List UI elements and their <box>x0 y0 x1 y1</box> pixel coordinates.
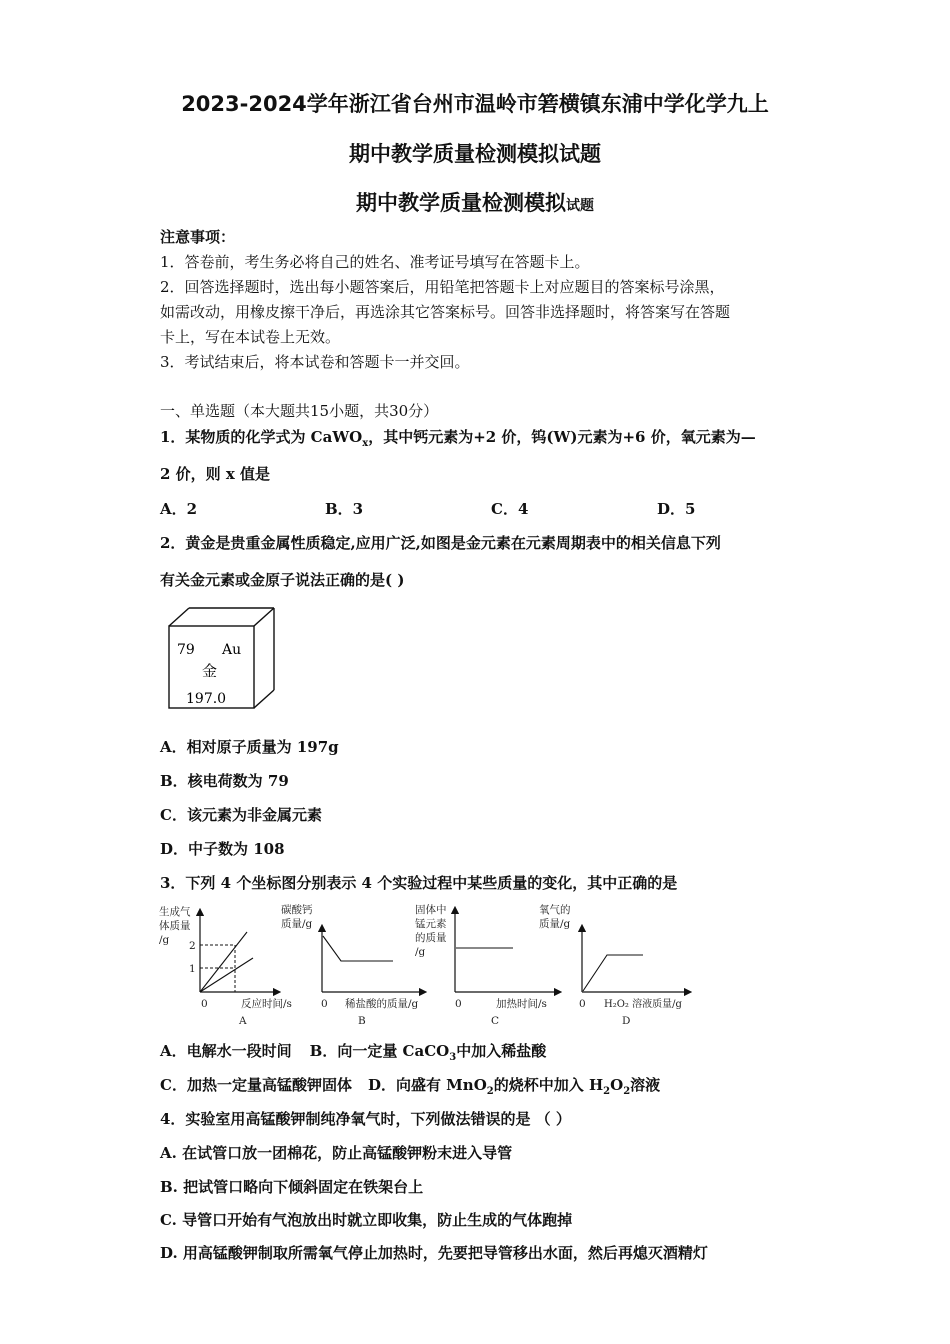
graph-a-ytick: 1 <box>189 963 196 975</box>
element-atomic-number: 79 <box>177 642 195 658</box>
graph-d-ylabel: 质量/g <box>539 918 571 930</box>
q4-option-c[interactable]: C. 导管口开始有气泡放出时就立即收集，防止生成的气体跑掉 <box>160 1211 573 1229</box>
q2-option-b[interactable]: B．核电荷数为 79 <box>160 772 289 790</box>
graph-c <box>415 903 558 1027</box>
q1-option-a[interactable]: A．2 <box>160 500 198 518</box>
graph-c-letter: C <box>491 1015 500 1027</box>
q3-option-c[interactable]: C．加热一定量高锰酸钾固体 <box>160 1076 352 1094</box>
notice-item: 2．回答选择题时，选出每小题答案后，用铅笔把答题卡上对应题目的答案标号涂黑， <box>160 278 725 296</box>
q3-stem: 3．下列 4 个坐标图分别表示 4 个实验过程中某些质量的变化，其中正确的是 <box>160 874 678 892</box>
graph-d-ylabel: 氧气的 <box>539 904 571 916</box>
graph-b-line <box>323 936 393 961</box>
graph-a-ylabel: 生成气 <box>159 906 191 918</box>
doc-title-line3-small: 试题 <box>566 198 594 214</box>
graph-a-xlabel: 反应时间/s <box>241 998 292 1010</box>
notice-item: 卡上，写在本试卷上无效。 <box>160 328 341 346</box>
graph-b <box>281 903 423 1027</box>
q2-option-d[interactable]: D．中子数为 108 <box>160 840 285 858</box>
graph-c-ylabel: 的质量 <box>415 932 447 944</box>
q3-option-b-post: 中加入稀盐酸 <box>456 1042 547 1060</box>
q1-stem-line1 <box>160 427 756 454</box>
q4-option-a[interactable]: A. 在试管口放一团棉花，防止高锰酸钾粉末进入导管 <box>160 1144 513 1162</box>
graph-a-letter: A <box>239 1015 247 1027</box>
q1-formula: 1．某物质的化学式为 CaWO <box>160 428 363 446</box>
graph-b-ylabel: 碳酸钙 <box>281 904 313 916</box>
q3-graphs <box>155 900 695 1032</box>
graph-d-xlabel: H₂O₂ 溶液质量/g <box>604 999 682 1010</box>
doc-title-line1: 2023-2024学年浙江省台州市温岭市箬横镇东浦中学化学九上 <box>181 92 769 116</box>
q2-option-c[interactable]: C．该元素为非金属元素 <box>160 806 322 824</box>
q1-option-c[interactable]: C．4 <box>491 500 529 518</box>
q3-option-d[interactable] <box>367 1076 661 1097</box>
q1-option-b[interactable]: B．3 <box>325 500 364 518</box>
graph-d-letter: D <box>622 1015 631 1027</box>
graph-c-ylabel: 锰元素 <box>415 918 447 930</box>
element-name: 金 <box>202 662 218 680</box>
graph-d-line <box>583 955 643 991</box>
graph-b-ylabel: 质量/g <box>281 918 313 930</box>
q3-option-a[interactable]: A．电解水一段时间 <box>160 1042 292 1060</box>
q3-option-b[interactable] <box>309 1042 547 1063</box>
notice-item: 1．答卷前，考生务必将自己的姓名、准考证号填写在答题卡上。 <box>160 253 590 271</box>
graph-b-xlabel: 稀盐酸的质量/g <box>345 998 419 1010</box>
graph-a-ylabel: /g <box>159 934 170 946</box>
element-symbol: Au <box>222 642 242 658</box>
q3-option-d-sub: 2 <box>623 1086 631 1097</box>
q3-options-row2 <box>160 1075 660 1102</box>
doc-title-line2: 期中教学质量检测模拟试题 <box>349 142 601 166</box>
graph-c-ylabel: 固体中 <box>415 904 447 916</box>
graph-d-origin: 0 <box>579 998 586 1010</box>
element-card-gold <box>165 604 280 712</box>
graph-a-origin: 0 <box>201 998 208 1010</box>
q2-option-a[interactable]: A．相对原子质量为 197g <box>160 738 339 756</box>
graph-c-ylabel: /g <box>415 946 426 958</box>
q1-option-d[interactable]: D．5 <box>657 500 696 518</box>
q1-stem-line2: 2 价，则 x 值是 <box>160 465 271 483</box>
graph-a-ytick: 2 <box>189 940 196 952</box>
graph-a <box>159 905 292 1027</box>
q1-stem-rest: ，其中钙元素为+2 价，钨(W)元素为+6 价，氧元素为— <box>368 428 756 446</box>
q2-stem-line2: 有关金元素或金原子说法正确的是( ) <box>160 571 405 589</box>
graph-c-origin: 0 <box>455 998 462 1010</box>
q3-options-row1 <box>160 1041 546 1068</box>
q3-option-d-mid2: O <box>610 1076 624 1094</box>
q3-option-b-sub: 3 <box>449 1052 457 1063</box>
doc-title-line3-main: 期中教学质量检测模拟 <box>356 191 566 215</box>
q3-option-d-pre: D．向盛有 MnO <box>367 1076 487 1094</box>
element-atomic-mass: 197.0 <box>186 691 227 707</box>
section-heading: 一、单选题（本大题共15小题，共30分） <box>160 402 439 420</box>
q3-option-d-post: 溶液 <box>630 1076 661 1094</box>
q3-option-d-sub: 2 <box>486 1086 494 1097</box>
graph-c-xlabel: 加热时间/s <box>496 998 547 1010</box>
graph-b-letter: B <box>358 1015 366 1027</box>
q3-option-b-pre: B．向一定量 CaCO <box>309 1042 450 1060</box>
graph-b-origin: 0 <box>321 998 328 1010</box>
q2-stem-line1: 2．黄金是贵重金属性质稳定,应用广泛,如图是金元素在元素周期表中的相关信息下列 <box>160 534 721 552</box>
q1-formula-subscript: x <box>362 438 369 449</box>
notice-heading: 注意事项： <box>160 228 236 246</box>
doc-title-line3 <box>0 187 950 217</box>
graph-a-ylabel: 体质量 <box>159 920 191 932</box>
q4-stem: 4．实验室用高锰酸钾制纯净氧气时，下列做法错误的是 （ ） <box>160 1110 571 1128</box>
notice-item: 如需改动，用橡皮擦干净后，再选涂其它答案标号。回答非选择题时，将答案写在答题 <box>160 303 731 321</box>
notice-item: 3．考试结束后，将本试卷和答题卡一并交回。 <box>160 353 470 371</box>
q3-option-d-mid: 的烧杯中加入 H <box>493 1076 604 1094</box>
q3-option-d-sub: 2 <box>603 1086 611 1097</box>
graph-d <box>539 903 688 1027</box>
graph-a-line-h2 <box>200 932 247 992</box>
q4-option-d[interactable]: D. 用高锰酸钾制取所需氧气停止加热时，先要把导管移出水面，然后再熄灭酒精灯 <box>160 1244 708 1262</box>
graph-a-line-o2 <box>200 958 253 992</box>
q4-option-b[interactable]: B. 把试管口略向下倾斜固定在铁架台上 <box>160 1178 424 1196</box>
